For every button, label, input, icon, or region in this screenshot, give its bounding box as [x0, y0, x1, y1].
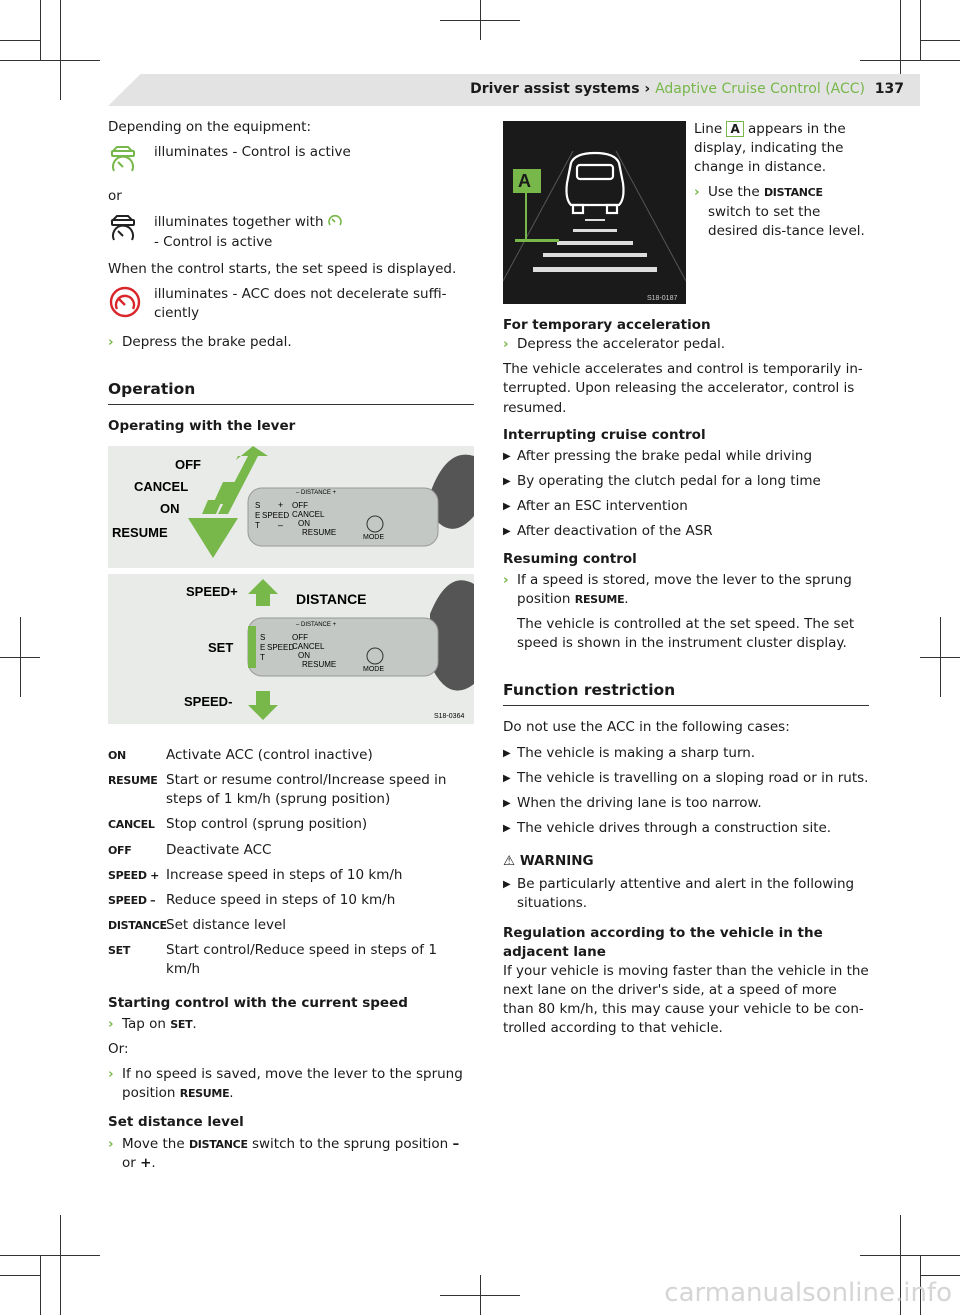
resume-switch-label: RESUME [574, 592, 625, 606]
label-speed-minus: SPEED- [184, 694, 233, 709]
def-value: Increase speed in steps of 10 km/h [166, 866, 403, 883]
lever-minus: – [278, 520, 284, 530]
operating-lever-heading: Operating with the lever [108, 418, 296, 435]
def-value: Reduce speed in steps of 10 km/h [166, 891, 396, 908]
crop-mark [920, 40, 960, 41]
lever-cancel: CANCEL [292, 510, 325, 519]
resume-switch-label: RESUME [179, 1087, 230, 1101]
acc-active-green-icon [108, 143, 144, 179]
regulation-heading: Regulation according to the vehicle in the adjacent lane [503, 924, 823, 960]
def-key: CANCEL [108, 818, 155, 832]
set-button-highlight [248, 626, 256, 668]
lever-mode: MODE [363, 534, 384, 541]
def-key: SPEED + [108, 868, 160, 882]
crop-mark [0, 1275, 40, 1276]
depress-accel-step [503, 335, 869, 354]
def-row [108, 746, 474, 765]
warning-text: WARNING [519, 853, 594, 870]
crop-mark [920, 0, 921, 60]
lever-mode: MODE [363, 666, 384, 673]
tap-set-step: › Tap on SET. [108, 1015, 474, 1034]
set-distance-heading: Set distance level [108, 1114, 244, 1131]
crop-mark [860, 1255, 960, 1256]
page-header [470, 80, 904, 100]
interrupt-text: After deactivation of the ASR [517, 523, 713, 540]
move-distance-step: › Move the DISTANCE switch to the sprung position – or +. [108, 1135, 474, 1173]
triangle-bullet-icon: ▶ [503, 879, 511, 891]
lever-distance-label: – DISTANCE + [296, 622, 337, 628]
lever-t: T [260, 653, 265, 662]
def-row [108, 815, 474, 834]
figure-caption [694, 120, 870, 247]
operation-heading: Operation [108, 378, 474, 405]
depress-accel-text: Depress the accelerator pedal. [517, 336, 726, 353]
distance-switch-label: DISTANCE [188, 1137, 248, 1151]
acc-warning-red-icon [108, 285, 144, 325]
case-item [503, 769, 869, 788]
crop-mark [60, 0, 61, 100]
header-separator: › [639, 81, 656, 97]
triangle-bullet-icon: ▶ [503, 501, 511, 513]
lever-s: S [260, 633, 266, 642]
triangle-bullet-icon: ▶ [503, 822, 511, 834]
line-a-marker [525, 191, 527, 239]
warning-item [503, 875, 869, 913]
use-distance-step [694, 183, 870, 240]
crop-mark [40, 1255, 41, 1315]
crop-mark [480, 1275, 481, 1315]
interrupt-item [503, 472, 869, 491]
left-column [108, 118, 474, 442]
right-column [503, 316, 869, 1045]
lever-resume: RESUME [302, 660, 337, 669]
def-value: Start or resume control/Increase speed in steps of 1 km/h (sprung position) [166, 772, 447, 808]
figure-code: S18-0364 [434, 713, 465, 720]
def-key: ON [108, 749, 126, 762]
interrupt-text: By operating the clutch pedal for a long time [517, 473, 821, 490]
figure-code: S18-0187 [647, 295, 678, 302]
indicator-row-3 [108, 285, 474, 325]
start-current-heading: Starting control with the current speed [108, 994, 408, 1011]
def-row [108, 891, 474, 910]
interrupt-item [503, 447, 869, 466]
def-value: Activate ACC (control inactive) [166, 747, 373, 763]
interrupt-text: After pressing the brake pedal while driving [517, 447, 813, 464]
lever-resume: RESUME [302, 528, 337, 537]
interrupt-text: After an ESC intervention [517, 498, 688, 515]
lever-e: E [260, 643, 266, 652]
crop-mark [480, 0, 481, 40]
triangle-bullet-icon: ▶ [503, 747, 511, 759]
chevron-bullet-icon: › [503, 336, 509, 353]
def-row [108, 916, 474, 935]
def-key: SPEED – [108, 893, 156, 907]
def-key: OFF [108, 843, 132, 857]
lever-e: E [255, 511, 261, 520]
resume-desc: The vehicle is controlled at the set speed. The set speed is shown in the instrument cluster display. [517, 616, 855, 652]
crop-mark [860, 60, 960, 61]
warning-triangle-icon: ⚠ [503, 853, 516, 870]
indicator-row-2 [108, 212, 474, 251]
indicator-2-text-a: illuminates together with [154, 214, 324, 231]
watermark: carmanualsonline.info [664, 1278, 952, 1308]
interrupt-item [503, 522, 869, 541]
crop-mark [0, 1255, 100, 1256]
case-text: The vehicle drives through a construction site. [517, 819, 832, 836]
lever-positions-figure [108, 446, 474, 568]
distance-switch-label: DISTANCE [763, 186, 823, 200]
def-row [108, 866, 474, 885]
triangle-bullet-icon: ▶ [503, 476, 511, 488]
chevron-bullet-icon: › [108, 1015, 114, 1032]
acc-active-black-icon [108, 212, 144, 251]
crop-mark [0, 40, 40, 41]
no-speed-step: › If no speed is saved, move the lever to the sprung position RESUME. [108, 1065, 474, 1103]
case-text: The vehicle is travelling on a sloping road or in ruts. [517, 769, 869, 786]
line-a-pre: Line [694, 121, 723, 137]
case-item [503, 744, 869, 763]
or-text-3: or [122, 1154, 136, 1171]
crop-mark [0, 60, 100, 61]
lever-plus: + [278, 500, 284, 510]
triangle-bullet-icon: ▶ [503, 450, 511, 462]
lever-distance-label: – DISTANCE + [296, 490, 337, 496]
or-text: or [108, 188, 122, 205]
crop-mark [940, 617, 941, 697]
use-rest-text: switch to set the desired dis-tance level. [708, 203, 865, 239]
warning-item-text: Be particularly attentive and alert in the following situations. [517, 876, 855, 912]
depending-text: Depending on the equipment: [108, 119, 312, 135]
label-resume: RESUME [112, 525, 168, 540]
left-column-lower [108, 734, 474, 1179]
chevron-bullet-icon: › [694, 184, 700, 201]
case-text: When the driving lane is too narrow. [517, 794, 762, 811]
temp-accel-desc: The vehicle accelerates and control is temporarily in-terrupted. Upon releasing the accelerator, control is resumed. [503, 361, 863, 416]
crop-mark [60, 1215, 61, 1315]
def-value: Start control/Reduce speed in steps of 1 km/h [166, 942, 437, 978]
indicator-1-text: illuminates - Control is active [154, 144, 351, 161]
move-distance-text-a: Move the [122, 1135, 185, 1152]
resuming-heading: Resuming control [503, 550, 637, 567]
interrupt-item [503, 497, 869, 516]
label-on: ON [160, 501, 180, 516]
switch-definitions [108, 746, 474, 980]
header-section[interactable]: Driver assist systems [470, 81, 640, 97]
chevron-bullet-icon: › [108, 1135, 114, 1152]
distance-display-figure [503, 121, 686, 304]
set-switch-label: SET [170, 1017, 193, 1031]
crop-mark [40, 0, 41, 60]
chevron-bullet-icon: › [108, 334, 114, 351]
donot-text: Do not use the ACC in the following cases: [503, 719, 790, 736]
plus-symbol: + [140, 1154, 152, 1171]
indicator-3-text: illuminates - ACC does not decelerate suffi-ciently [154, 285, 447, 322]
def-value: Deactivate ACC [166, 841, 272, 858]
def-key: SET [108, 944, 131, 958]
def-key: RESUME [108, 774, 158, 788]
case-item [503, 794, 869, 813]
lever-speed: SPEED [262, 511, 290, 520]
def-value: Set distance level [166, 917, 287, 934]
label-speed-plus: SPEED+ [186, 584, 238, 599]
label-set: SET [208, 640, 234, 655]
label-distance: DISTANCE [296, 591, 367, 607]
minus-symbol: – [452, 1135, 460, 1152]
temp-accel-heading: For temporary acceleration [503, 317, 711, 333]
resume-stored-text: If a speed is stored, move the lever to the sprung position [517, 571, 852, 607]
or-text-2: Or: [108, 1040, 129, 1057]
lever-on: ON [298, 651, 310, 660]
triangle-bullet-icon: ▶ [503, 526, 511, 538]
case-item [503, 819, 869, 838]
line-a-tag: A [726, 121, 743, 137]
line-a-post: appears in the display, indicating the change in distance. [694, 121, 846, 176]
label-a: A [518, 171, 531, 191]
lever-speed-figure [108, 574, 474, 724]
lever-on: ON [298, 519, 310, 528]
def-row [108, 841, 474, 860]
indicator-2-text [154, 212, 474, 251]
case-text: The vehicle is making a sharp turn. [517, 744, 756, 761]
def-row [108, 941, 474, 979]
warning-heading [503, 852, 869, 871]
no-speed-text: If no speed is saved, move the lever to the sprung position [122, 1066, 463, 1102]
depress-brake-step [108, 333, 474, 352]
label-cancel: CANCEL [134, 479, 189, 494]
triangle-bullet-icon: ▶ [503, 797, 511, 809]
lever-cancel: CANCEL [292, 642, 325, 651]
tap-on-text: Tap on [122, 1015, 166, 1032]
crop-mark [20, 617, 21, 697]
lever-s: S [255, 501, 261, 510]
chevron-bullet-icon: › [108, 1066, 114, 1083]
def-key: DISTANCE [108, 919, 167, 933]
def-row [108, 771, 474, 809]
def-value: Stop control (sprung position) [166, 816, 368, 833]
move-distance-text-b: switch to the sprung position [251, 1135, 449, 1152]
lever-off: OFF [292, 633, 308, 642]
resume-stored-step: › If a speed is stored, move the lever to the sprung position RESUME. [503, 571, 869, 609]
label-off: OFF [175, 457, 201, 472]
depress-brake-text: Depress the brake pedal. [122, 334, 292, 351]
use-the-text: Use the [708, 184, 760, 201]
interrupting-heading: Interrupting cruise control [503, 426, 706, 443]
indicator-row-1 [108, 143, 474, 179]
lever-speed: SPEED [267, 643, 295, 652]
function-restriction-heading: Function restriction [503, 679, 869, 706]
page-number: 137 [874, 81, 904, 97]
speedometer-small-green-icon [328, 212, 342, 226]
indicator-2-text-b: - Control is active [154, 233, 273, 250]
regulation-desc: If your vehicle is moving faster than the vehicle in the next lane on the driver's side, at a speed of more than 80 km/h, this may cause your vehicle to be con-trolled according to that vehicle. [503, 962, 869, 1037]
chevron-bullet-icon: › [503, 571, 509, 588]
lever-off: OFF [292, 501, 308, 510]
lever-t: T [255, 521, 260, 530]
header-subsection[interactable]: Adaptive Cruise Control (ACC) [655, 81, 866, 97]
set-speed-text: When the control starts, the set speed is displayed. [108, 260, 457, 277]
triangle-bullet-icon: ▶ [503, 772, 511, 784]
